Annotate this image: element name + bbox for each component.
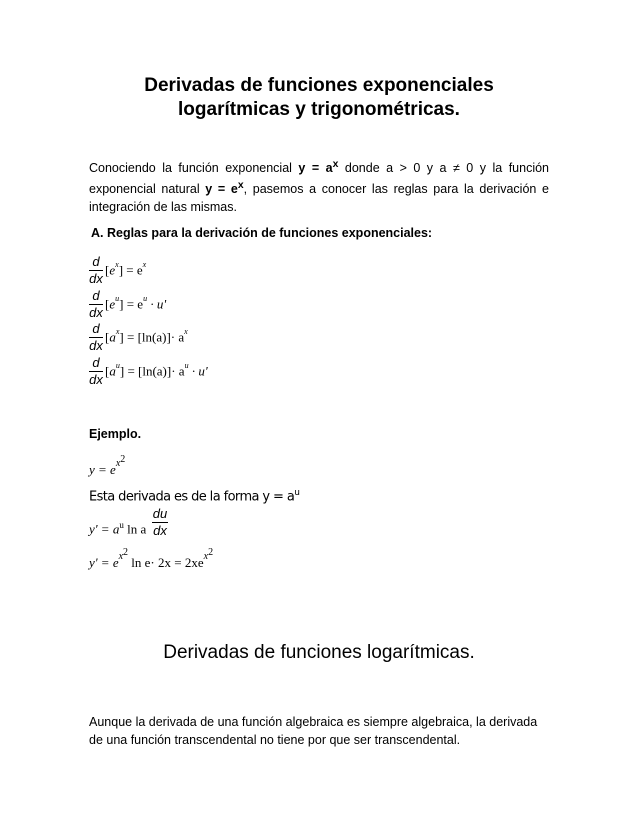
intro-line-2 [89,177,549,198]
derivative-formula: $y' = a^u$ ln a [89,520,147,537]
intro-text: , pasemos a conocer las reglas para la derivación e [243,182,549,197]
natural-exp-function: $y = e^x$ [205,180,244,197]
exp-function: $y = a^x$ [298,159,339,176]
rule-formula: $[e^x] = e^x$ [105,260,147,278]
example-form-note: Esta derivada es de la forma $y = a^u$ [89,488,300,505]
title-line-2: logarítmicas y trigonométricas. [178,99,460,120]
example-function: $y = e^{x2}$ [89,454,126,477]
intro-line-3: integración de las mismas. [89,200,237,215]
intro-text: exponencial natural [89,182,206,197]
closing-line-1: Aunque la derivada de una función algebraica es siempre algebraica, la derivada [89,715,538,729]
rule-formula: $[a^x] = [\ln(a)]\cdot a^x$ [105,327,188,345]
rule-formula: $[a^u] = [\ln(a)]\cdot a^u \cdot u'$ [105,361,208,379]
title-line-1: Derivadas de funciones exponenciales [144,75,494,96]
intro-paragraph [89,156,549,216]
closing-paragraph [89,713,547,749]
example-heading: Ejemplo. [89,427,142,441]
intro-text: donde a > 0 y a ≠ 0 y la función [338,161,550,176]
example-derivative-result: $y' = e^{x2}$ $\ln e\cdot 2x = 2xe^{x2}$ [89,547,214,570]
derivative-operator: d dx [89,355,103,387]
page-title [0,74,638,122]
section-a-heading: A. Reglas para la derivación de funciones exponenciales: [91,226,433,240]
derivative-operator: d dx [89,254,103,286]
derivative-operator: d dx [89,288,103,320]
derivative-operator: d dx [89,321,103,353]
closing-line-2: de una función transcendental no tiene por que ser transcendental. [89,733,461,747]
section-log-heading: Derivadas de funciones logarítmicas. [163,642,475,663]
du-dx-fraction: du dx [152,506,168,538]
intro-text: Conociendo la función exponencial [89,161,299,176]
intro-line-1 [89,156,549,177]
rule-formula: $[e^u] = e^u \cdot u'$ [105,294,167,312]
